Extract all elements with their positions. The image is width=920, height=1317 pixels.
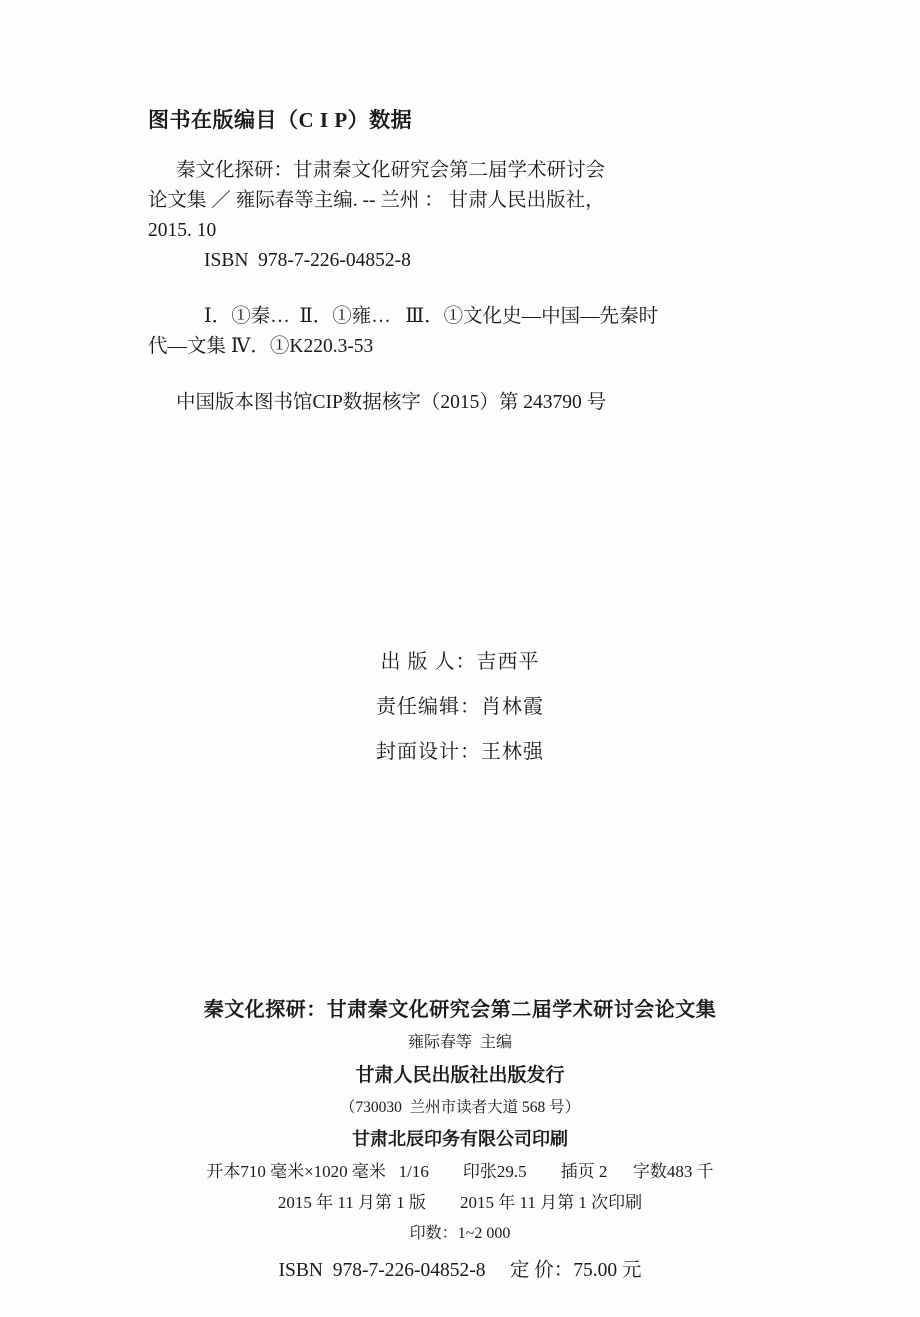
colophon-printer: 甘肃北辰印务有限公司印刷 [352, 1129, 568, 1149]
cip-title-line-1: 秦文化探研：甘肃秦文化研究会第二届学术研讨会 [176, 160, 606, 181]
cip-heading: 图书在版编目（C I P）数据 [148, 108, 413, 132]
colophon-book-title: 秦文化探研：甘肃秦文化研究会第二届学术研讨会论文集 [203, 999, 717, 1021]
publisher-person: 出 版 人：吉西平 [380, 651, 540, 673]
colophon-publisher: 甘肃人民出版社出版发行 [355, 1065, 565, 1086]
cip-registration-number: 中国版本图书馆CIP数据核字（2015）第 243790 号 [176, 392, 607, 413]
colophon-editor: 雍际春等 主编 [407, 1034, 512, 1051]
responsible-editor: 责任编辑：肖林霞 [376, 696, 544, 718]
cip-block [148, 104, 788, 418]
colophon-print-run: 印数：1~2 000 [409, 1225, 511, 1242]
colophon-specs-line-1: 开本710 毫米×1020 毫米 1/16 印张29.5 插页 2 字数483 千 [206, 1162, 714, 1181]
colophon-address: （730030 兰州市读者大道 568 号） [339, 1099, 581, 1116]
colophon-specs-line-2: 2015 年 11 月第 1 版 2015 年 11 月第 1 次印刷 [277, 1193, 643, 1212]
cover-designer: 封面设计：王林强 [376, 741, 544, 763]
colophon-block [0, 993, 920, 1289]
cip-classification-line-1: Ⅰ．①秦… Ⅱ．①雍… Ⅲ．①文化史—中国—先秦时 [204, 306, 659, 327]
cip-isbn: ISBN 978-7-226-04852-8 [204, 250, 411, 271]
cip-classification-line-2: 代—文集 Ⅳ．①K220.3-53 [148, 336, 374, 357]
colophon-isbn-price: ISBN 978-7-226-04852-8 定 价：75.00 元 [278, 1260, 642, 1281]
cip-title-line-3: 2015. 10 [148, 220, 217, 241]
cip-title-line-2: 论文集 ／ 雍际春等主编. -- 兰州 ： 甘肃人民出版社， [148, 190, 605, 211]
staff-credits [0, 640, 920, 775]
